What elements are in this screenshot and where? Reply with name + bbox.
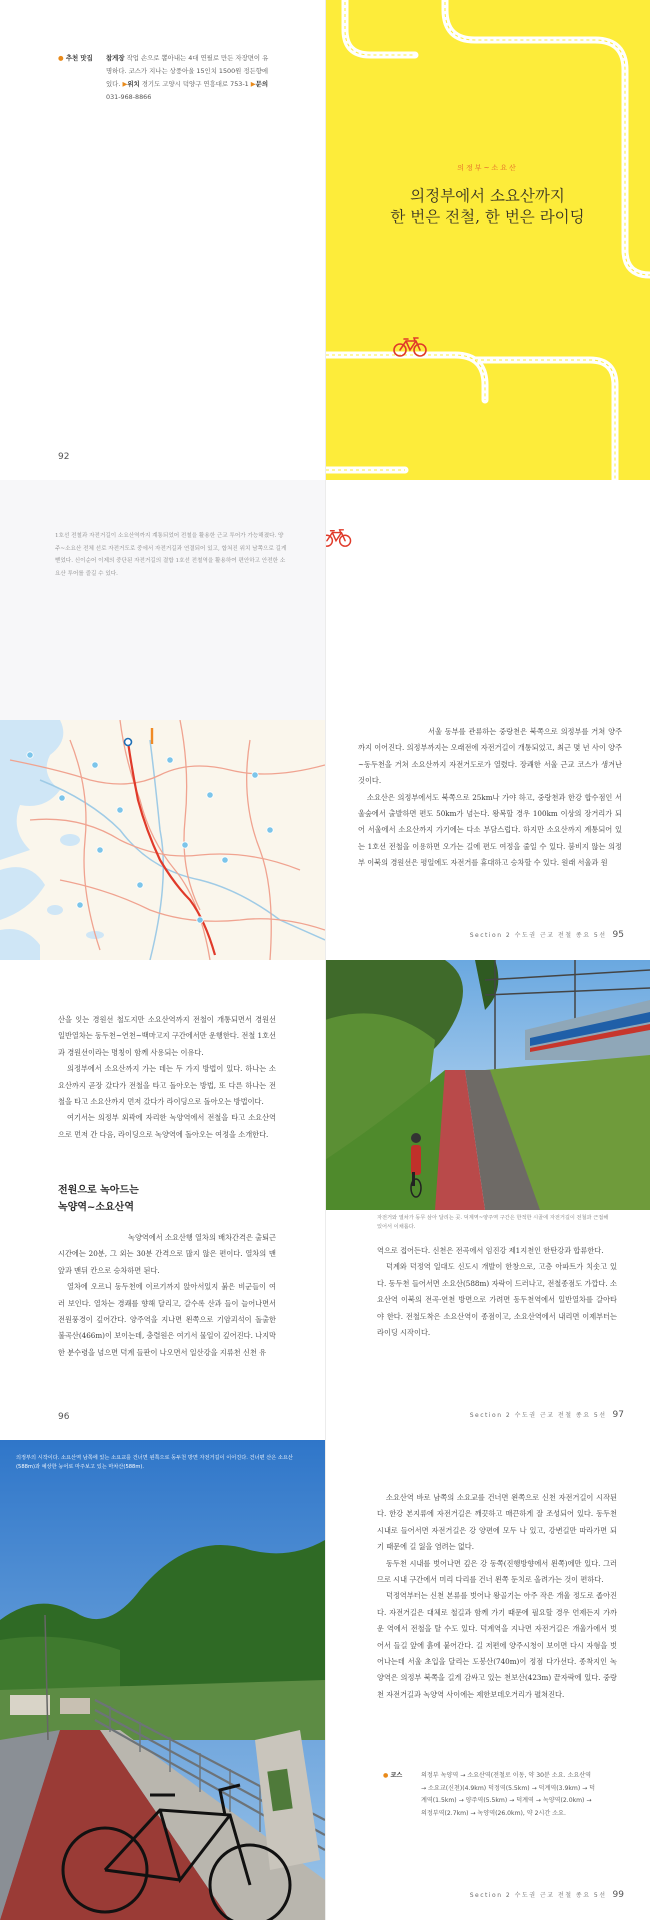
body-text <box>377 1490 617 1703</box>
gutter <box>325 480 326 960</box>
paragraph: 서울 동부를 관류하는 중랑천은 북쪽으로 의정부를 거쳐 양주까지 이어진다. 의정부까지는 오래전에 자전거길이 개통되었고, 최근 몇 년 사이 양주~동두천을 거쳐 소요산까지 자전거도로가 열렸다. 장쾌한 서울 근교 코스가 생겨난 것이다. <box>358 727 622 786</box>
section-subhead <box>58 1182 278 1216</box>
running-foot: Section 2 수도권 근교 전철 종요 5선 97 <box>469 1410 624 1420</box>
course-label: ● 코스 <box>383 1772 403 1779</box>
course-box <box>383 1770 598 1820</box>
bicycle-icon <box>325 528 352 548</box>
page-number: 95 <box>612 930 624 940</box>
paragraph: 산을 잇는 경원선 철도지만 소요산역까지 전철이 개통되면서 경원선 일반열차는 동두천~연천~백마고지 구간에서만 운행한다. 전철 1호선과 경원선이라는 명칭이 함께 사용되는 이유다. <box>58 1015 276 1057</box>
chapter-title <box>325 186 650 228</box>
body-text <box>58 1230 276 1361</box>
road-pattern <box>325 0 650 480</box>
route-map <box>0 720 325 960</box>
tip-text: 작업 손으로 뽑아내는 4대 연필로 만든 자장면이 유명하다. 코스가 지나는 상풍아울 15인치 1500원 정든향에 있다. <box>106 54 269 88</box>
map-page <box>0 480 325 960</box>
title-line-2: 한 번은 전철, 한 번은 라이딩 <box>390 208 585 226</box>
course-text: 의정부 녹양역 → 소요산역(전철로 이동, 약 30분 소요. 소요산역 → 소요교(신천)(4.9km) 덕정역(5.5km) → 덕계역(3.9km) → 덕계역(1.5km) → 양주역(5.5km) → 덕계역 → 녹양역(2.0km) → 의정부역(2.7km) → 녹양역(26.0km), 약 2시간 소요. <box>421 1772 596 1817</box>
bullet-icon: ● <box>58 54 64 62</box>
page-97 <box>325 960 650 1440</box>
paragraph: 동두천 시내를 벗어나면 깊은 강 동쪽(진행방향에서 왼쪽)에만 있다. 그러므로 시내 구간에서 미리 다리를 건너 왼쪽 둔치로 올려가는 것이 편하다. <box>377 1558 617 1585</box>
chapter-label: 의정부~소요산 <box>457 164 518 172</box>
page-96 <box>0 960 325 1440</box>
spread-1 <box>0 0 650 480</box>
tip-tel-label: 문의 <box>255 80 269 88</box>
bridge-bicycle-photo <box>0 1440 325 1920</box>
paragraph: 덕정역부터는 신천 본류를 벗어나 왕골기는 아주 작은 개울 정도로 좁아진다. 자전거길은 대체로 철길과 함께 가기 때문에 필요할 경우 언제든지 가까운 역에서 전철을 탈 수도 있다. 덕계역을 지나면 자전거길은 개울가에서 벗어서 들길 앞에 흙에 붙어간다. 길 저편에 양주시청이 보이면 다시 자형을 벗어나는데 서울 초입을 달리는 도봉산(740m)이 정점 다가선다. 종착지인 녹양역은 의정부 북쪽을 길게 감싸고 있는 천보산(423m) 끝자락에 있다. 중랑천 자전거길과 녹양역 사이에는 제한보데오거리가 펼쳐진다. <box>377 1591 617 1699</box>
paragraph: 소요산은 의정부에서도 북쪽으로 25km나 가야 하고, 중랑천과 한강 합수점인 서울숲에서 출발하면 편도 50km가 넘는다. 왕복할 경우 100km 이상의 장거리가 되어 서울에서 소요산까지 가기에는 다소 부담스럽다. 하지만 소요산까지 계통되어 있는 1호선 전철을 이용하면 오가는 길에 편도 여정을 줄일 수 있다. 붐비지 않는 의정부 이북의 경원선은 평일에도 자전거를 휴대하고 승차할 수 있다. 원래 서울과 원 <box>358 792 622 868</box>
paragraph: 의정부에서 소요산까지 가는 데는 두 가지 방법이 있다. 하나는 소요산까지 곧장 갔다가 전철을 타고 돌아오는 방법, 또 다른 하나는 전철을 타고 소요산까지 먼저 갔다가 라이딩으로 돌아오는 방법이다. <box>58 1064 276 1107</box>
chapter-opener-page <box>325 0 650 480</box>
paragraph: 녹양역에서 소요산행 열차의 배차간격은 출퇴근 시간에는 20분, 그 외는 30분 간격으로 많지 않은 편이다. 열차의 맨앞과 맨뒤 칸으로 승차하면 된다. <box>58 1233 277 1275</box>
page-number: 99 <box>612 1890 624 1900</box>
tip-label: ● 추천 맛집 <box>58 54 93 62</box>
subhead-line-1: 전원으로 녹아드는 <box>58 1185 139 1196</box>
gutter <box>325 1440 326 1920</box>
paragraph: 소요산역 바로 남쪽의 소요교를 건너면 왼쪽으로 신천 자전거길이 시작된다. 한강 본지류에 자전거길은 깨끗하고 매끈하게 잘 조성되어 있다. 동두천 시내로 들어서면 자전거길은 강 양편에 모두 나 있고, 강변길만 따라가면 되기 때문에 길 잃을 염려는 없다. <box>377 1493 617 1552</box>
gutter <box>325 960 326 1440</box>
paragraph: 열차에 오르니 동두천에 이르기까지 앉아서있지 붉은 비군들이 여러 보인다. 열차는 경쾌를 향해 달리고, 갈수록 산과 들이 늘어나면서 전원풍경이 깊어간다. 양주역을 지나면 왼쪽으로 기암괴석이 돌출한 불곡산(466m)이 보이는데, 충렬원은 여기서 물일이 깊어진다. 나지막한 분수령을 넘으면 덕계 들판이 나오면서 일산강을 지류천 신천 유 <box>58 1282 277 1357</box>
spread-2 <box>0 480 650 960</box>
gutter <box>325 0 326 480</box>
map-caption: 1호선 전철과 자전거길이 소요산역까지 계통되었어 전철을 활용한 근교 투어가 가능해졌다. 양주~소요산 전체 선로 자전거도로 중에서 자전거길과 연결되어 있고, 합쳐진 위치 남쪽으로 길게 뻗었다. 신이순어 이제의 중단된 자전거길의 결합 1호선 전철역을 활용하여 편안하고 안전한 소요산 투어를 즐길 수 있다. <box>55 533 287 577</box>
tip-loc: 경기도 고양시 덕양구 연흥대로 753-1 <box>139 80 249 88</box>
running-foot: Section 2 수도권 근교 전철 종요 5선 99 <box>469 1890 624 1900</box>
bicycle-icon <box>393 336 427 358</box>
title-line-1: 의정부에서 소요산까지 <box>410 187 565 205</box>
bullet-icon: ▶ <box>250 80 256 88</box>
paragraph: 덕계와 덕정역 일대도 신도시 개발이 한창으로, 고층 아파트가 치솟고 있다. 동두천 들어서면 소요산(588m) 자락이 드러나고, 전철종점도 가깝다. 소요산역 이북의 전곡·연천 방면으로 가려면 동두천역에서 일반열차를 갈아타야 한다. 전철도착은 소요산역이 종점이고, 소요산역에서 내리면 이제부터는 라이딩 시작이다. <box>377 1262 617 1338</box>
tip-body <box>106 52 273 104</box>
subhead-line-2: 녹양역~소요산역 <box>58 1202 134 1213</box>
body-text <box>358 724 622 872</box>
page-number: 97 <box>612 1410 624 1420</box>
bullet-icon: ● <box>383 1772 389 1779</box>
paragraph: 역으로 접어든다. 신천은 전곡에서 임진강 제1지천인 한탄강과 합류한다. <box>377 1246 604 1255</box>
spread-4 <box>0 1440 650 1920</box>
spread-3 <box>0 960 650 1440</box>
tip-tel: 031-968-8866 <box>106 93 152 101</box>
tip-loc-label: 위치 <box>127 80 140 88</box>
page-99 <box>325 1440 650 1920</box>
page-number: 92 <box>58 452 70 462</box>
page-92 <box>0 0 325 480</box>
cyclist-photo <box>325 960 650 1210</box>
page-95 <box>325 480 650 960</box>
paragraph: 여기서는 의정부 외곽에 자리한 녹양역에서 전철을 타고 소요산역으로 먼저 간 다음, 라이딩으로 녹양역에 돌아오는 여정을 소개한다. <box>58 1113 276 1139</box>
running-foot: Section 2 수도권 근교 전철 종요 5선 95 <box>469 930 624 940</box>
photo-caption: 자전거와 열차가 동무 삼아 달리는 곳. 덕계역~양주역 구간은 한적한 시골에 자전거길이 전철과 근접해 있어서 이채롭다. <box>377 1215 609 1230</box>
page-number: 96 <box>58 1412 70 1422</box>
bullet-icon: ▶ <box>122 80 128 88</box>
bridge-photo-page <box>0 1440 325 1920</box>
body-text <box>58 1012 276 1143</box>
body-text <box>377 1243 617 1341</box>
photo-caption: 의정부의 시작이다. 소요산역 남쪽에 있는 소요교를 건너면 왼쪽으로 동두천 방면 자전거길이 이어진다. 건너편 산은 소요산(588m)과 예상한 능어로 마주보고 있는 마차산(588m). <box>16 1455 293 1470</box>
tip-name: 참게장 <box>106 54 125 62</box>
restaurant-tip <box>58 52 273 104</box>
